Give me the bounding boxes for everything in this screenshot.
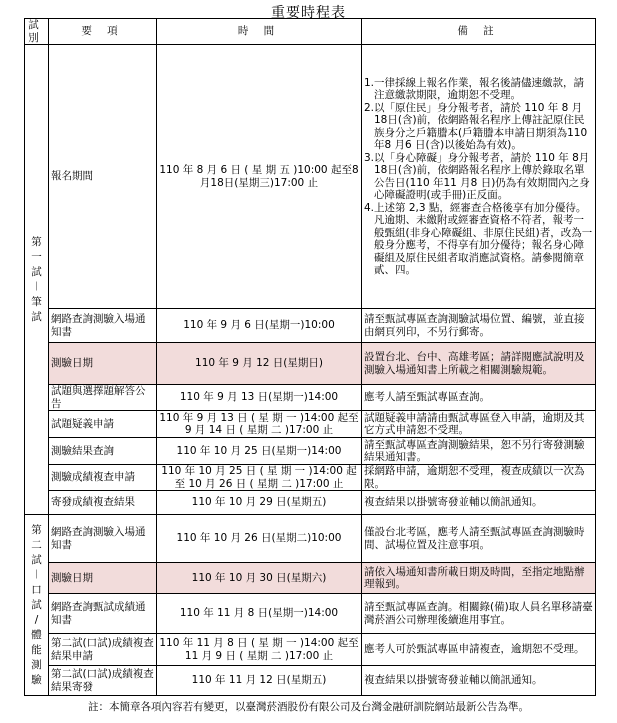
exam-type-char: 試 bbox=[31, 265, 42, 278]
exam-type-char: 一 bbox=[31, 250, 42, 263]
remarks-cell bbox=[362, 45, 596, 309]
item-cell: 網路查詢測驗入場通知書 bbox=[49, 515, 157, 563]
time-cell: 110 年 9 月 6 日(星期一)10:00 bbox=[157, 309, 362, 343]
exam-type-char: 測 bbox=[31, 658, 42, 671]
item-cell: 測驗日期 bbox=[49, 343, 157, 385]
table-row bbox=[25, 465, 596, 491]
table-row bbox=[25, 309, 596, 343]
header-exam-type: 試別 bbox=[25, 19, 49, 45]
time-cell: 110 年 10 月 25 日 ( 星 期 一 )14:00 起至 10 月 26 日 ( 星期 二 )17:00 止 bbox=[157, 465, 362, 491]
item-cell: 測驗日期 bbox=[49, 563, 157, 594]
exam-type-char: ︱ bbox=[31, 280, 42, 293]
exam-type-char: 筆 bbox=[31, 295, 42, 308]
remarks-item: 1.一律採線上報名作業，報名後請儘速繳款，請注意繳款期限，逾期恕不受理。 bbox=[364, 76, 585, 101]
exam-type-char: 試 bbox=[31, 553, 42, 566]
remarks-cell: 僅設台北考區，應考人請至甄試專區查詢測驗時間、試場位置及注意事項。 bbox=[362, 515, 596, 563]
time-cell: 110 年 10 月 29 日(星期五) bbox=[157, 491, 362, 515]
table-row bbox=[25, 491, 596, 515]
exam-type-char: 驗 bbox=[31, 673, 42, 686]
remarks-cell: 應考人請至甄試專區查詢。 bbox=[362, 385, 596, 411]
table-row bbox=[25, 515, 596, 563]
exam-type-char: / bbox=[34, 613, 39, 626]
time-cell: 110 年 10 月 25 日(星期一)14:00 bbox=[157, 438, 362, 465]
section2-label bbox=[25, 515, 49, 696]
time-cell: 110 年 11 月 8 日(星期一)14:00 bbox=[157, 594, 362, 634]
time-cell: 110 年 8 月 6 日 ( 星 期 五 )10:00 起至8月18日(星期三)17:00 止 bbox=[157, 45, 362, 309]
item-cell: 測驗結果查詢 bbox=[49, 438, 157, 465]
time-cell: 110 年 9 月 13 日 ( 星 期 一 )14:00 起至 9 月 14 日 ( 星期 二 )17:00 止 bbox=[157, 411, 362, 438]
item-cell: 試題疑義申請 bbox=[49, 411, 157, 438]
time-cell: 110 年 11 月 8 日 ( 星 期 一 )14:00 起至 11 月 9 日 ( 星期 二 )17:00 止 bbox=[157, 634, 362, 666]
table-row bbox=[25, 634, 596, 666]
item-cell: 試題與選擇題解答公告 bbox=[49, 385, 157, 411]
remarks-cell: 試題疑義申請請由甄試專區登入申請，逾期及其它方式申請恕不受理。 bbox=[362, 411, 596, 438]
remarks-item: 2.以「原住民」身分報考者，請於 110 年 8 月18日(含)前，依網路報名程序上傳註記原住民族身分之戶籍謄本(戶籍謄本申請日期須為110 年8 月6 日(含)以後始為有效)。 bbox=[364, 101, 588, 151]
schedule-table bbox=[24, 18, 596, 696]
time-cell: 110 年 10 月 26 日(星期二)10:00 bbox=[157, 515, 362, 563]
remarks-cell: 請至甄試專區查詢測驗試場位置、編號，並直接由網頁列印，不另行郵寄。 bbox=[362, 309, 596, 343]
remarks-cell: 請至甄試專區查詢測驗結果，恕不另行寄發測驗結果通知書。 bbox=[362, 438, 596, 465]
item-cell: 網路查詢甄試成績通知書 bbox=[49, 594, 157, 634]
time-cell: 110 年 11 月 12 日(星期五) bbox=[157, 666, 362, 696]
remarks-cell: 複查結果以掛號寄發並輔以簡訊通知。 bbox=[362, 491, 596, 515]
exam-type-char: 第 bbox=[31, 523, 42, 536]
schedule-body bbox=[25, 45, 596, 696]
item-cell: 測驗成績複查申請 bbox=[49, 465, 157, 491]
remarks-list bbox=[364, 77, 593, 277]
table-row bbox=[25, 411, 596, 438]
remarks-cell: 設置台北、台中、高雄考區；請詳閱應試說明及測驗入場通知書上所載之相關測驗規範。 bbox=[362, 343, 596, 385]
remarks-cell: 請至甄試專區查詢。相關錄(備)取人員名單移請臺灣菸酒公司辦理後續進用事宜。 bbox=[362, 594, 596, 634]
header-time: 時 間 bbox=[157, 19, 362, 45]
remarks-item: 4.上述第 2,3 點，經審查合格後享有加分優待。凡逾期、未繳附或經審查資格不符者，報考一般甄組(非身心障礙組、非原住民組)者，改為一般身分應考，不得享有加分優待；報名身心障礙組及原住民組者取消應試資格。請參閱簡章貳、四。 bbox=[364, 201, 593, 276]
item-cell: 第二試(口試)成績複查結果寄發 bbox=[49, 666, 157, 696]
remarks-cell: 複查結果以掛號寄發並輔以簡訊通知。 bbox=[362, 666, 596, 696]
exam-type-char: 試 bbox=[31, 310, 42, 323]
footer-note: 註：本簡章各項內容若有變更，以臺灣菸酒股份有限公司及台灣金融研訓院網站最新公告為準。 bbox=[88, 701, 529, 713]
section1-label bbox=[25, 45, 49, 515]
time-cell: 110 年 10 月 30 日(星期六) bbox=[157, 563, 362, 594]
table-row bbox=[25, 666, 596, 696]
exam-type-char: 第 bbox=[31, 235, 42, 248]
header-item: 要 項 bbox=[49, 19, 157, 45]
table-row bbox=[25, 45, 596, 309]
header-row bbox=[25, 19, 596, 45]
exam-type-char: 能 bbox=[31, 643, 42, 656]
item-cell: 報名期間 bbox=[49, 45, 157, 309]
header-remarks: 備 註 bbox=[362, 19, 596, 45]
table-row bbox=[25, 438, 596, 465]
item-cell: 寄發成績複查結果 bbox=[49, 491, 157, 515]
remarks-cell: 請依入場通知書所載日期及時間，至指定地點辦理報到。 bbox=[362, 563, 596, 594]
item-cell: 網路查詢測驗入場通知書 bbox=[49, 309, 157, 343]
page-title: 重要時程表 bbox=[271, 5, 346, 21]
table-row bbox=[25, 563, 596, 594]
remarks-item: 3.以「身心障礙」身分報考者，請於 110 年 8月18日(含)前，依網路報名程序上傳於錄取名單公告日(110 年11 月8 日)仍為有效期間內之身心障礙證明(或手冊)正反面。 bbox=[364, 151, 590, 201]
exam-type-char: 試 bbox=[31, 598, 42, 611]
table-row bbox=[25, 343, 596, 385]
time-cell: 110 年 9 月 13 日(星期一)14:00 bbox=[157, 385, 362, 411]
exam-type-char: 口 bbox=[31, 583, 42, 596]
time-cell: 110 年 9 月 12 日(星期日) bbox=[157, 343, 362, 385]
exam-type-char: 二 bbox=[31, 538, 42, 551]
table-row bbox=[25, 594, 596, 634]
exam-type-char: 體 bbox=[31, 628, 42, 641]
table-row bbox=[25, 385, 596, 411]
exam-type-char: ︱ bbox=[31, 568, 42, 581]
remarks-cell: 應考人可於甄試專區申請複查，逾期恕不受理。 bbox=[362, 634, 596, 666]
item-cell: 第二試(口試)成績複查結果申請 bbox=[49, 634, 157, 666]
remarks-cell: 採網路申請，逾期恕不受理，複查成績以一次為限。 bbox=[362, 465, 596, 491]
